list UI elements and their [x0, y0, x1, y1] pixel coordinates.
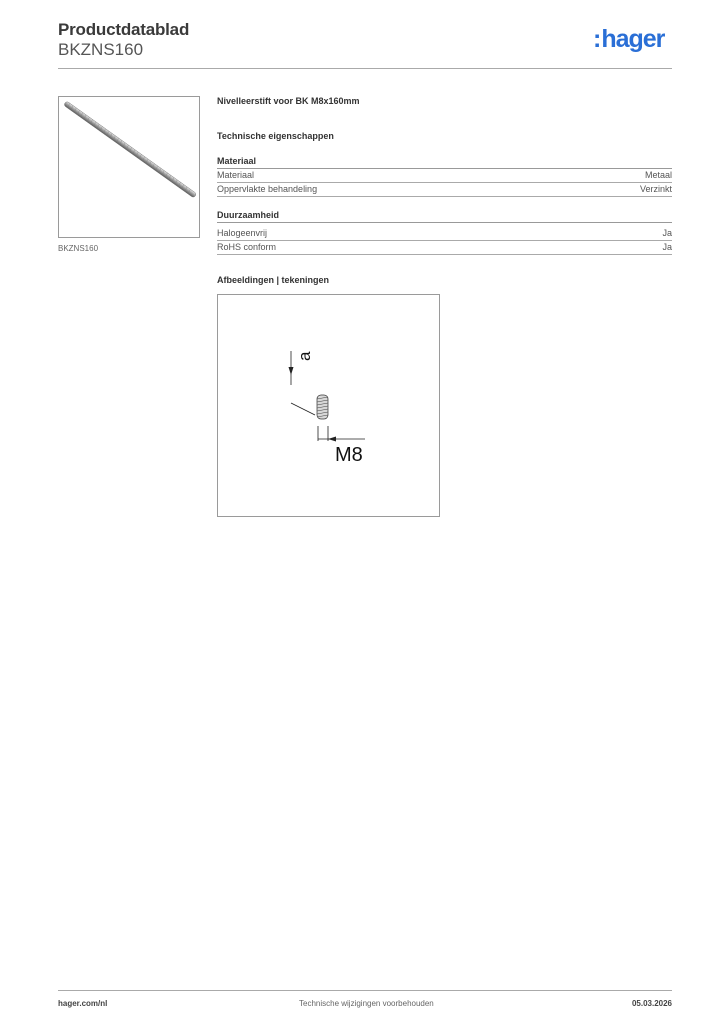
- technical-drawing: [217, 294, 440, 517]
- dimension-a-label: a: [295, 351, 314, 361]
- spec-value: Metaal: [644, 170, 672, 180]
- hager-logo: [593, 27, 664, 52]
- dimension-m8-label: M8: [335, 444, 363, 466]
- logo-text: hager: [601, 25, 665, 53]
- product-code: BKZNS160: [58, 40, 144, 59]
- spec-row: [217, 228, 672, 241]
- spec-value: Ja: [662, 242, 672, 252]
- tech-heading: Technische eigenschappen: [217, 131, 334, 141]
- spec-label: Halogeenvrij: [217, 228, 268, 238]
- page-title: Productdatablad: [58, 20, 190, 39]
- footer-divider: [58, 990, 672, 991]
- product-name: Nivelleerstift voor BK M8x160mm: [217, 96, 360, 106]
- dimension-drawing: [218, 295, 439, 516]
- spec-value: Verzinkt: [639, 184, 672, 194]
- footer-date: 05.03.2026: [631, 999, 672, 1008]
- group-title-duurzaamheid: Duurzaamheid: [217, 210, 672, 223]
- drawings-heading: Afbeeldingen | tekeningen: [217, 275, 330, 285]
- logo-prefix: :: [593, 25, 601, 53]
- spec-value: Ja: [662, 228, 672, 238]
- threaded-rod-image: [59, 97, 199, 237]
- product-image: [58, 96, 200, 238]
- group-title-materiaal: Materiaal: [217, 156, 672, 169]
- footer-website: hager.com/nl: [58, 999, 108, 1008]
- image-caption: BKZNS160: [58, 244, 99, 253]
- rod-stub: [317, 395, 328, 419]
- spec-row: [217, 242, 672, 255]
- header-divider: [58, 68, 672, 69]
- spec-label: RoHS conform: [217, 242, 277, 252]
- spec-row: [217, 184, 672, 197]
- spec-row: [217, 170, 672, 183]
- footer-disclaimer: Technische wijzigingen voorbehouden: [299, 999, 434, 1008]
- spec-label: Oppervlakte behandeling: [217, 184, 318, 194]
- spec-label: Materiaal: [217, 170, 255, 180]
